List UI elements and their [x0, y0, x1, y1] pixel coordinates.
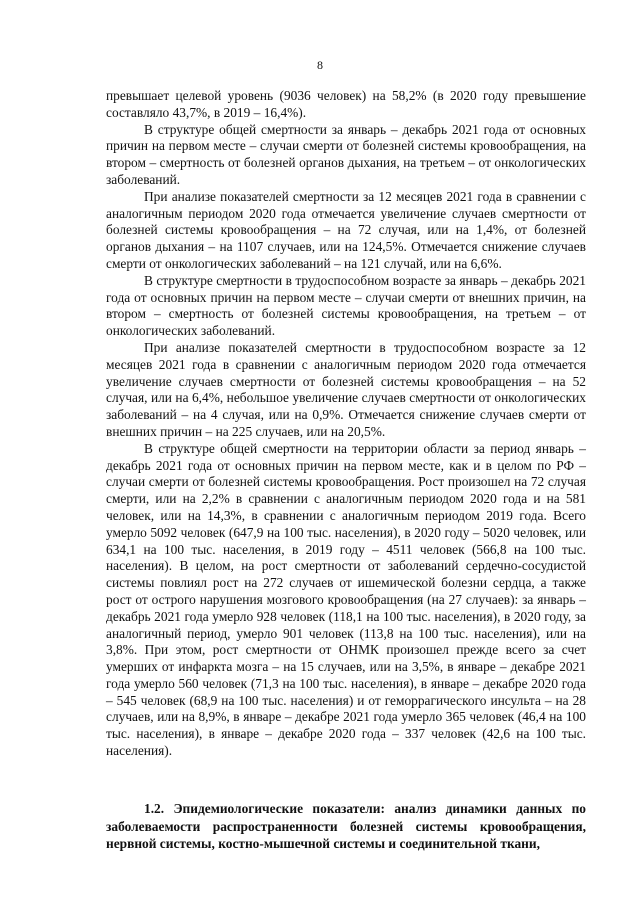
paragraph: При анализе показателей смертности за 12 месяцев 2021 года в сравнении с аналогичным периодом 2020 года отмечается увеличение случаев смертности от болезней системы кровообращения – на 72 случая, или на 1,4%, от болезней органов дыхания – на 1107 случаев, или на 124,5%. Отмечается снижение случаев смерти от онкологических заболеваний – на 121 случай, или на 6,6%.	[106, 188, 586, 271]
paragraph: В структуре смертности в трудоспособном возрасте за январь – декабрь 2021 года от основных причин на первом месте – случаи смерти от внешних причин, на втором – смертность от болезней системы кровообращения, на третьем – от онкологических заболеваний.	[106, 272, 586, 339]
paragraph: превышает целевой уровень (9036 человек) на 58,2% (в 2020 году превышение составляло 43,7%, в 2019 – 16,4%).	[106, 88, 586, 120]
page-number: 8	[317, 58, 323, 72]
paragraph: При анализе показателей смертности в трудоспособном возрасте за 12 месяцев 2021 года в сравнении с аналогичным периодом 2020 года отмечается увеличение случаев смертности от болезней системы кровообращения – на 52 случая, или на 6,4%, небольшое увеличение случаев смертности от онкологических заболеваний – на 4 случая, или на 0,9%. Отмечается снижение случаев смерти от внешних причин – на 225 случаев, или на 20,5%.	[106, 339, 586, 439]
paragraph: В структуре общей смертности за январь – декабрь 2021 года от основных причин на первом месте – случаи смерти от болезней системы кровообращения, на втором – смертность от болезней органов дыхания, на третьем – от онкологических заболеваний.	[106, 121, 586, 187]
paragraph: В структуре общей смертности на территории области за период январь – декабрь 2021 года от основных причин на первом месте, как и в целом по РФ – случаи смерти от болезней системы кровообращения. Рост произошел на 72 случая смерти, или на 2,2% в сравнении с аналогичным периодом 2020 года и на 581 человек, или на 14,3%, в сравнении с аналогичным периодом 2019 года. Всего умерло 5092 человек (647,9 на 100 тыс. населения), в 2020 году – 5020 человек, или 634,1 на 100 тыс. населения, в 2019 году – 4511 человек (566,8 на 100 тыс. населения). В целом, на рост смертности от заболеваний сердечно-сосудистой системы повлиял рост на 272 случаев от ишемической болезни сердца, а также рост от острого нарушения мозгового кровообращения (на 27 случаев): за январь – декабрь 2021 года умерло 928 человек (118,1 на 100 тыс. населения), в 2020 году, за аналогичный период, умерло 901 человек (113,8 на 100 тыс. населения), или на 3,8%. При этом, рост смертности от ОНМК произошел прежде всего за счет умерших от инфаркта мозга – на 15 случаев, или на 3,5%, в январе – декабре 2021 года умерло 560 человек (71,3 на 100 тыс. населения), в январе – декабре 2020 года – 545 человек (68,9 на 100 тыс. населения) и от геморрагического инсульта – на 28 случаев, или на 8,9%, в январе – декабре 2021 года умерло 365 человек (46,4 на 100 тыс. населения), в январе – декабре 2020 года – 337 человек (42,6 на 100 тыс. населения).	[106, 440, 586, 759]
section-heading: 1.2. Эпидемиологические показатели: анализ динамики данных по заболеваемости распространенности болезней системы кровообращения, нервной системы, костно-мышечной системы и соединительной ткани,	[106, 801, 586, 851]
body-text	[106, 88, 586, 760]
